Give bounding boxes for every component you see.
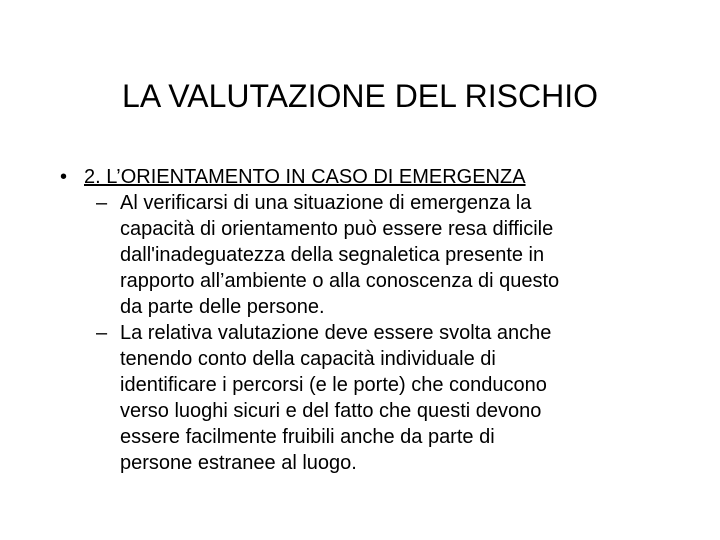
text-line: tenendo conto della capacità individuale di (120, 348, 496, 370)
text-line: persone estranee al luogo. (120, 452, 357, 474)
bullet-marker: • (60, 166, 68, 188)
text-line: identificare i percorsi (e le porte) che conducono (120, 374, 547, 396)
slide-title: LA VALUTAZIONE DEL RISCHIO (122, 78, 598, 114)
dash-marker: – (96, 192, 108, 214)
sub-bullet-item (96, 190, 676, 320)
text-line: essere facilmente fruibili anche da parte di (120, 426, 495, 448)
text-line: capacità di orientamento può essere resa difficile (120, 218, 554, 240)
sub-bullet-text (120, 320, 676, 476)
text-line: La relativa valutazione deve essere svolta anche (120, 322, 552, 344)
dash-marker: – (96, 322, 108, 344)
sub-bullet-text (120, 190, 676, 320)
bullet-heading: 2. L’ORIENTAMENTO IN CASO DI EMERGENZA (84, 166, 526, 188)
text-line: Al verificarsi di una situazione di emergenza la (120, 192, 532, 214)
text-line: verso luoghi sicuri e del fatto che questi devono (120, 400, 542, 422)
main-bullet (60, 164, 680, 190)
sub-bullet-list (96, 190, 676, 476)
text-line: dall'inadeguatezza della segnaletica presente in (120, 244, 545, 266)
sub-bullet-item (96, 320, 676, 476)
text-line: da parte delle persone. (120, 296, 325, 318)
text-line: rapporto all’ambiente o alla conoscenza di questo (120, 270, 560, 292)
